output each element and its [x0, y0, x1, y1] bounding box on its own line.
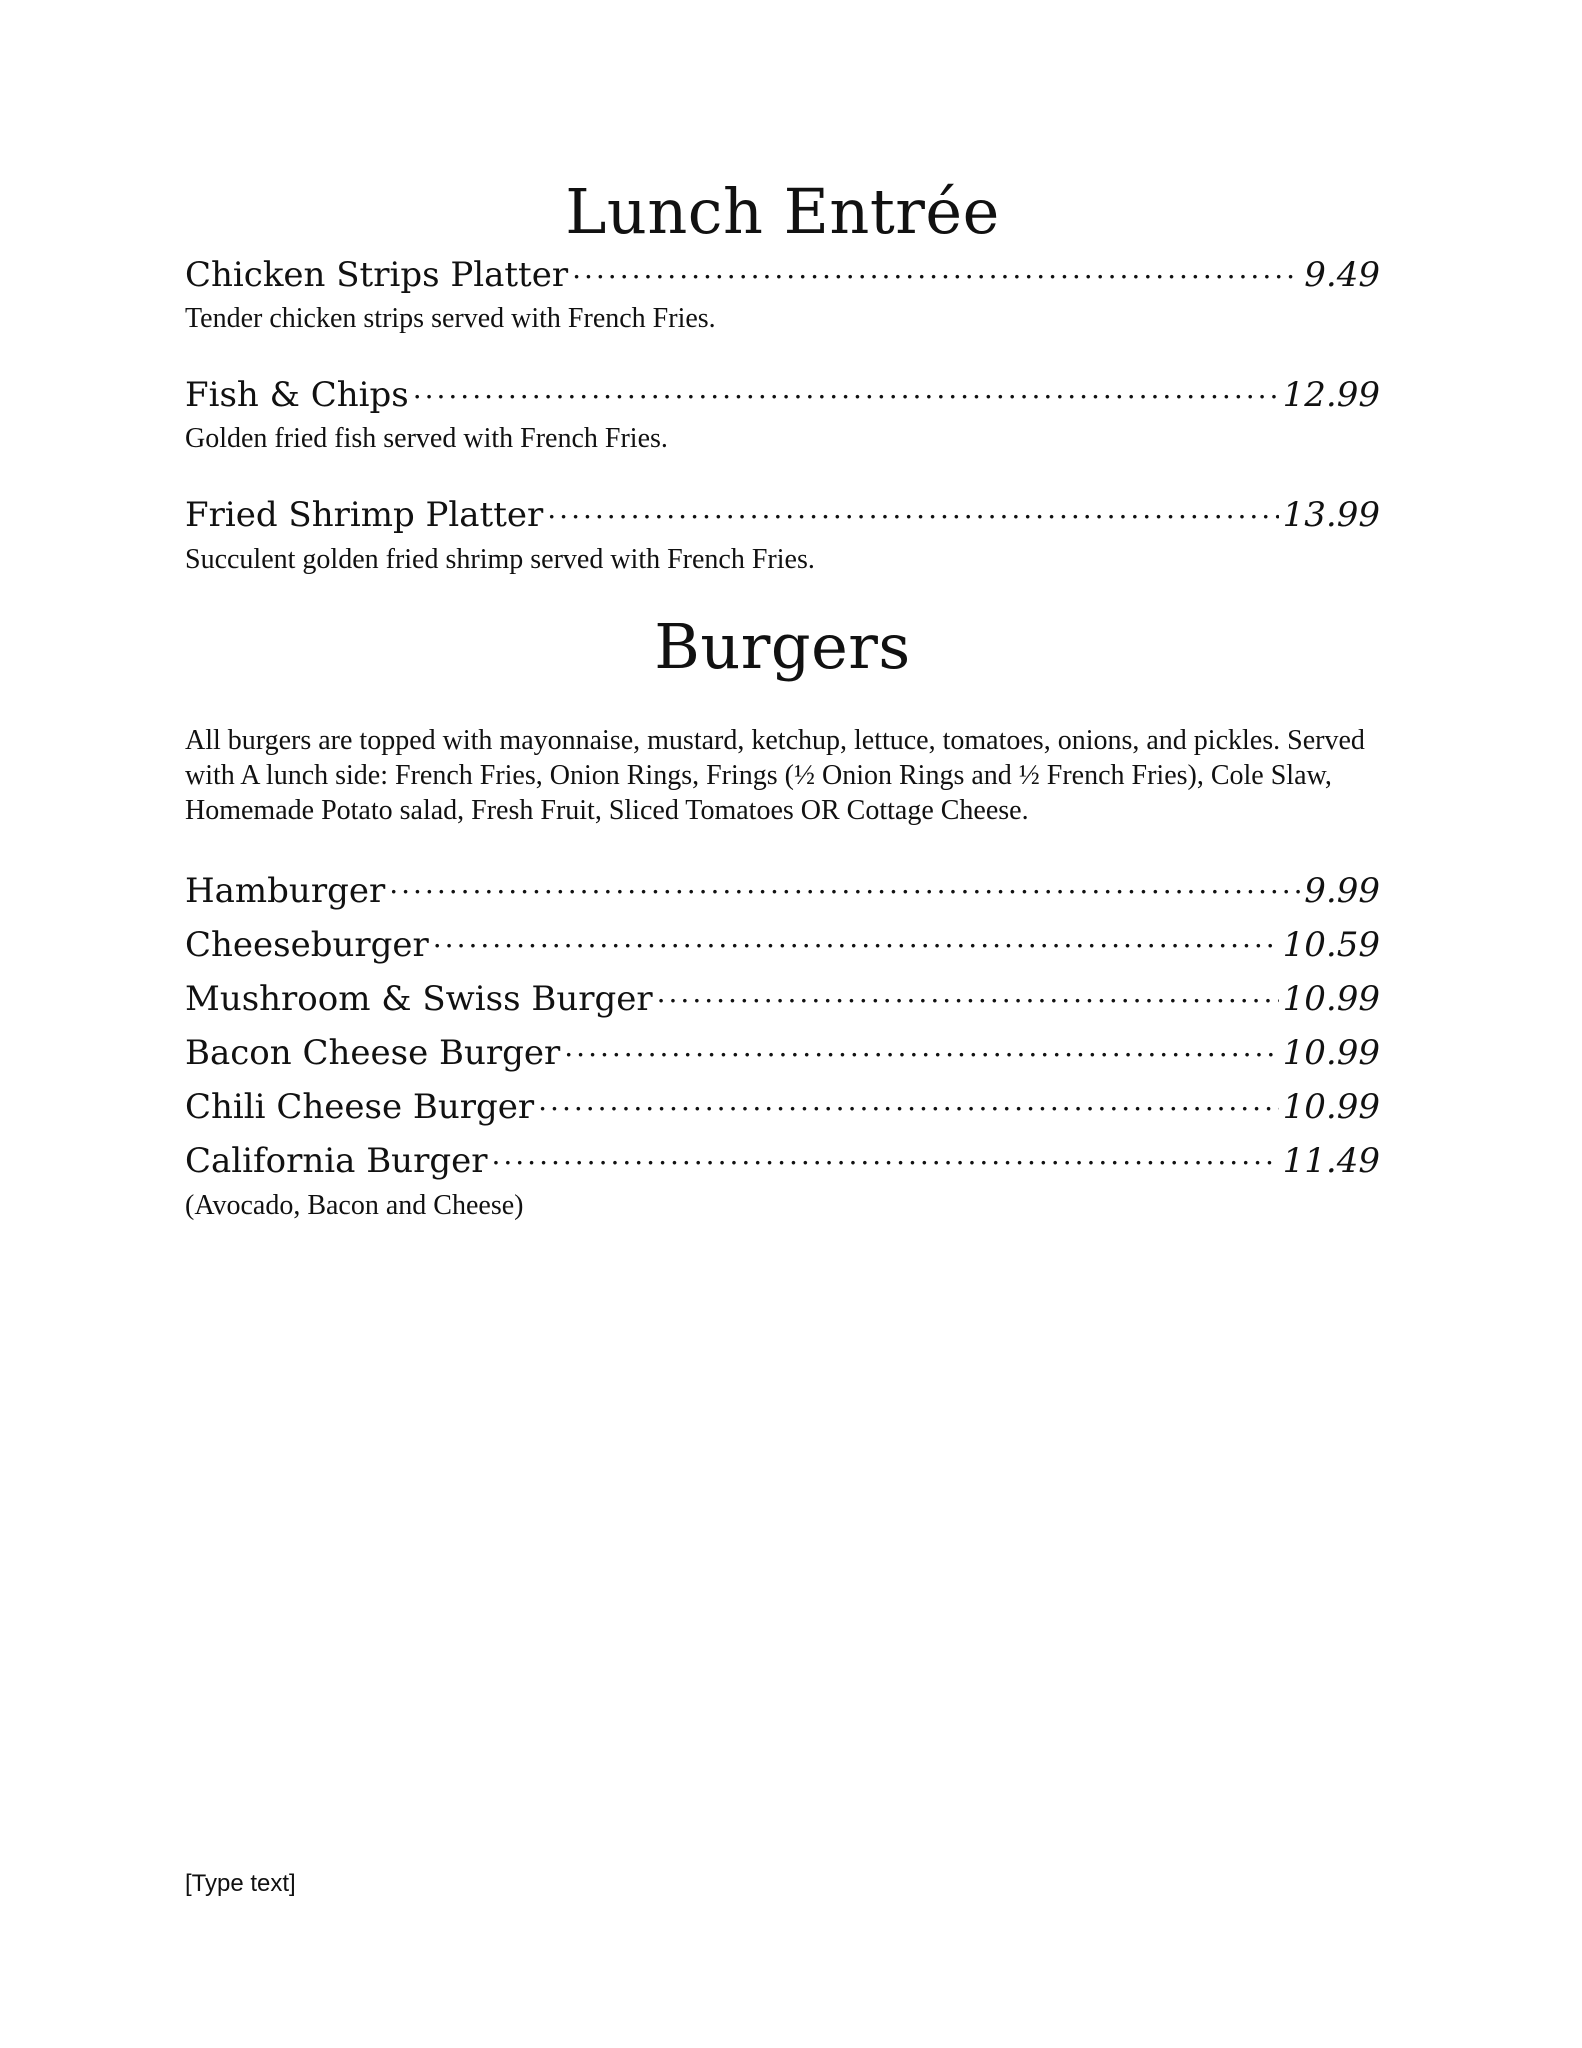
menu-item-row: [185, 1084, 1380, 1127]
menu-item-row: [185, 492, 1380, 535]
item-description: Golden fried fish served with French Fries.: [185, 423, 668, 455]
menu-item-row: [185, 372, 1380, 415]
item-price: 11.49: [1282, 1141, 1380, 1182]
dot-leader: [491, 1138, 1278, 1172]
burgers-intro: All burgers are topped with mayonnaise, mustard, ketchup, lettuce, tomatoes, onions, and pickles. Served with A lunch side: French Fries, Onion Rings, Frings (½ Onion Rings and ½ French Fries), Cole Slaw, Homemade Potato salad, Fresh Fruit, Sliced Tomatoes OR Cottage Cheese.: [185, 724, 1365, 826]
dot-leader: [389, 868, 1300, 902]
item-price: 10.99: [1282, 1033, 1380, 1074]
dot-leader: [433, 922, 1279, 956]
dot-leader: [538, 1084, 1279, 1118]
burger-list: [185, 868, 1380, 1223]
item-price: 9.49: [1304, 255, 1380, 296]
item-price: 13.99: [1282, 495, 1380, 536]
menu-content: [185, 175, 1380, 1222]
menu-item-row: [185, 252, 1380, 295]
item-name: Fish & Chips: [185, 375, 409, 416]
item-price: 10.59: [1282, 924, 1380, 965]
menu-item-row: [185, 1138, 1380, 1181]
item-name: California Burger: [185, 1141, 488, 1182]
menu-item-row: [185, 976, 1380, 1019]
menu-item-row: [185, 868, 1380, 911]
item-name: Fried Shrimp Platter: [185, 495, 544, 536]
item-name: Chicken Strips Platter: [185, 255, 569, 296]
dot-leader: [547, 492, 1278, 526]
dot-leader: [564, 1030, 1278, 1064]
lunch-item-fish-chips: [185, 372, 1380, 456]
dot-leader: [413, 372, 1279, 406]
item-price: 12.99: [1282, 375, 1380, 416]
menu-item-row: [185, 922, 1380, 965]
menu-item-row: [185, 1030, 1380, 1073]
item-description: Tender chicken strips served with French Fries.: [185, 303, 716, 335]
lunch-item-fried-shrimp: [185, 492, 1380, 576]
lunch-item-chicken-strips: [185, 252, 1380, 336]
item-price: 9.99: [1304, 870, 1380, 911]
item-name: Hamburger: [185, 870, 386, 911]
item-name: Cheeseburger: [185, 924, 429, 965]
lunch-entree-title: Lunch Entrée: [565, 175, 1000, 248]
dot-leader: [657, 976, 1279, 1010]
item-name: Bacon Cheese Burger: [185, 1033, 561, 1074]
burgers-title: Burgers: [654, 609, 911, 683]
item-price: 10.99: [1282, 1087, 1380, 1128]
item-name: Chili Cheese Burger: [185, 1087, 535, 1128]
item-description: Succulent golden fried shrimp served with French Fries.: [185, 543, 815, 575]
footer-placeholder[interactable]: [Type text]: [185, 1870, 296, 1897]
dot-leader: [572, 252, 1300, 286]
item-name: Mushroom & Swiss Burger: [185, 978, 653, 1019]
item-price: 10.99: [1282, 978, 1380, 1019]
california-burger-note: (Avocado, Bacon and Cheese): [185, 1190, 524, 1222]
